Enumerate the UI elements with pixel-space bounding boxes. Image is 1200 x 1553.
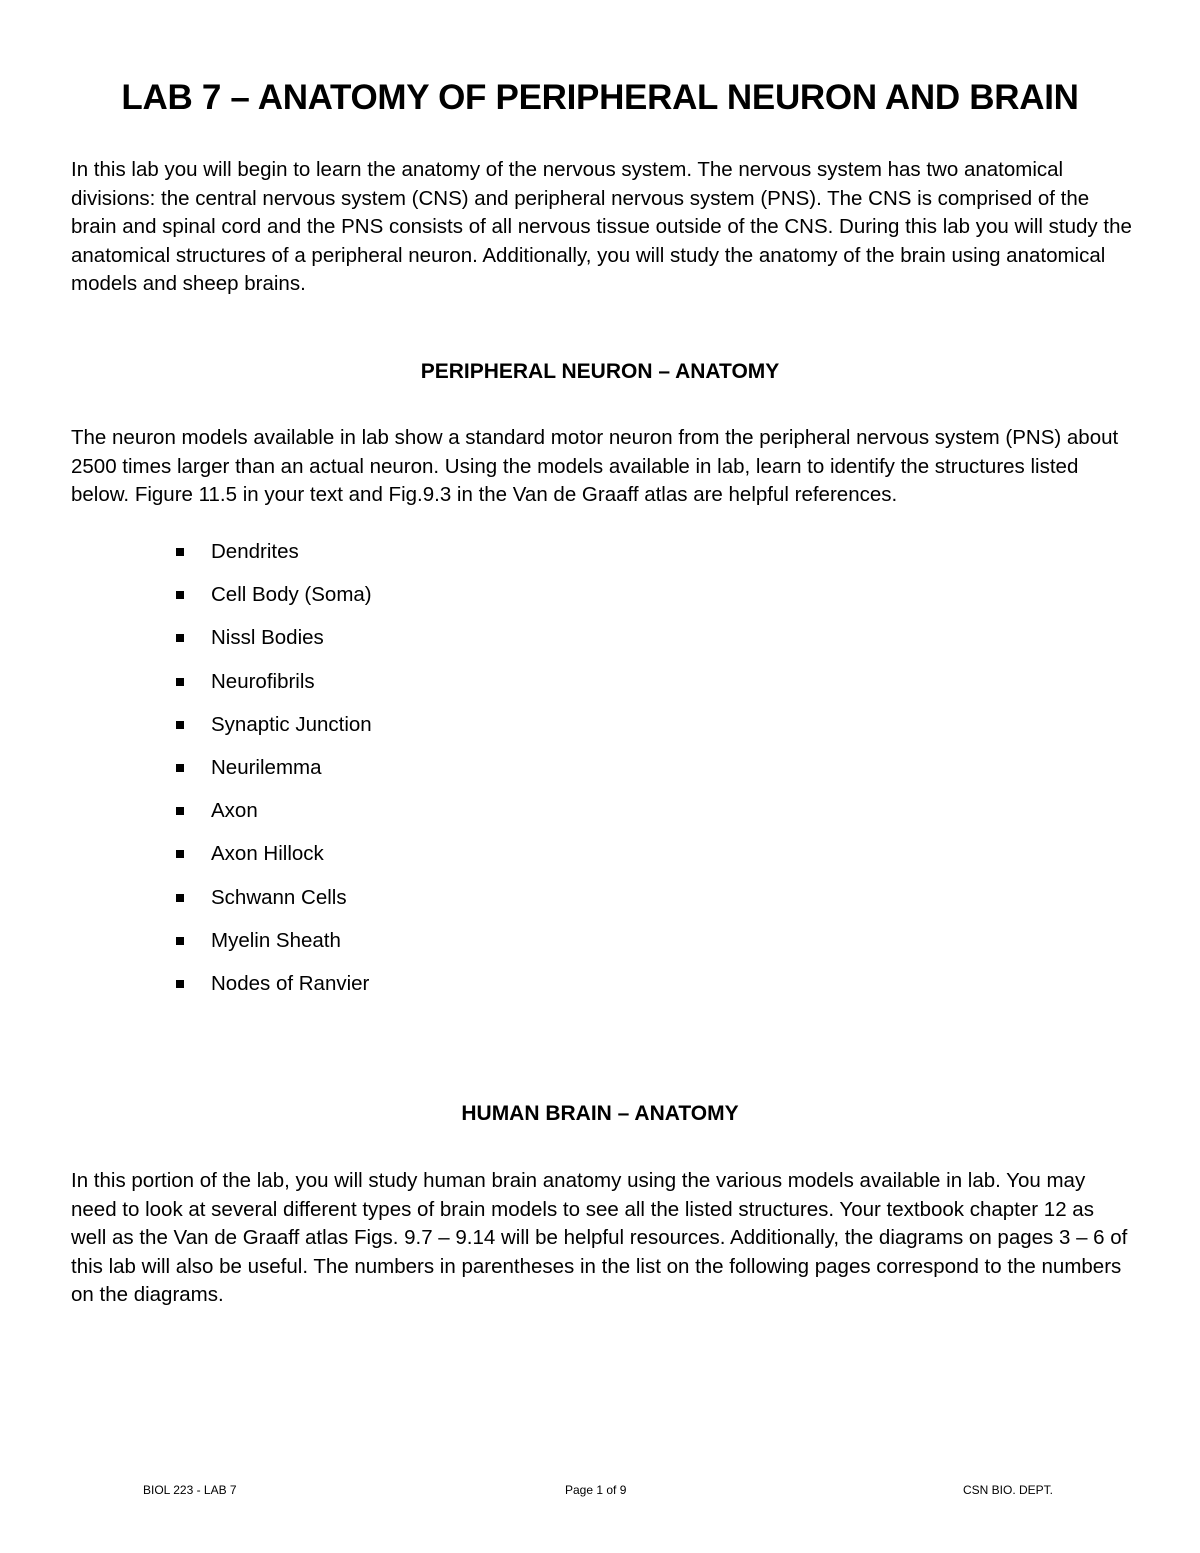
list-item	[176, 624, 372, 667]
list-item-label: Axon	[211, 799, 258, 823]
square-bullet-icon	[176, 807, 184, 815]
footer-page-number: Page 1 of 9	[565, 1483, 627, 1497]
square-bullet-icon	[176, 678, 184, 686]
neuron-paragraph: The neuron models available in lab show a standard motor neuron from the peripheral nervous system (PNS) about 2500 times larger than an actual neuron. Using the models available in lab, learn to identify the structures listed below. Figure 11.5 in your text and Fig.9.3 in the Van de Graaff atlas are helpful references.	[71, 426, 1119, 506]
list-item-label: Nodes of Ranvier	[211, 971, 370, 995]
square-bullet-icon	[176, 548, 184, 556]
list-item-label: Synaptic Junction	[211, 712, 372, 736]
list-item-label: Neurilemma	[211, 755, 322, 779]
list-item	[176, 581, 372, 624]
square-bullet-icon	[176, 937, 184, 945]
intro-paragraph: In this lab you will begin to learn the anatomy of the nervous system. The nervous system has two anatomical divisions: the central nervous system (CNS) and peripheral nervous system (PNS). The CNS is comprised of the brain and spinal cord and the PNS consists of all nervous tissue outside of the CNS. During this lab you will study the anatomical structures of a peripheral neuron. Additionally, you will study the anatomy of the brain using anatomical models and sheep brains.	[71, 158, 1132, 295]
list-item	[176, 538, 372, 581]
square-bullet-icon	[176, 850, 184, 858]
list-item	[176, 970, 372, 1013]
list-item	[176, 754, 372, 797]
list-item-label: Myelin Sheath	[211, 928, 341, 952]
section-heading-peripheral-neuron: PERIPHERAL NEURON – ANATOMY	[420, 360, 780, 383]
square-bullet-icon	[176, 721, 184, 729]
list-item-label: Dendrites	[211, 540, 299, 563]
neuron-structures-list	[176, 538, 372, 1013]
square-bullet-icon	[176, 634, 184, 642]
list-item	[176, 711, 372, 754]
list-item-label: Schwann Cells	[211, 885, 347, 909]
list-item	[176, 840, 372, 883]
square-bullet-icon	[176, 980, 184, 988]
list-item	[176, 884, 372, 927]
list-item-label: Neurofibrils	[211, 669, 315, 693]
square-bullet-icon	[176, 591, 184, 599]
list-item-label: Nissl Bodies	[211, 626, 324, 650]
footer-course: BIOL 223 - LAB 7	[143, 1483, 237, 1497]
list-item	[176, 797, 372, 840]
list-item-label: Cell Body (Soma)	[211, 583, 372, 607]
list-item	[176, 668, 372, 711]
brain-paragraph: In this portion of the lab, you will study human brain anatomy using the various models available in lab. You may need to look at several different types of brain models to see all the listed structures. Your textbook chapter 12 as well as the Van de Graaff atlas Figs. 9.7 – 9.14 will be helpful resources. Additionally, the diagrams on pages 3 – 6 of this lab will also be useful. The numbers in parentheses in the list on the following pages correspond to the numbers on the diagrams.	[71, 1169, 1128, 1306]
list-item	[176, 927, 372, 970]
square-bullet-icon	[176, 764, 184, 772]
section-heading-human-brain: HUMAN BRAIN – ANATOMY	[461, 1102, 739, 1125]
square-bullet-icon	[176, 894, 184, 902]
footer-department: CSN BIO. DEPT.	[963, 1483, 1054, 1497]
list-item-label: Axon Hillock	[211, 842, 324, 866]
page-title: LAB 7 – ANATOMY OF PERIPHERAL NEURON AND BRAIN	[121, 78, 1079, 117]
